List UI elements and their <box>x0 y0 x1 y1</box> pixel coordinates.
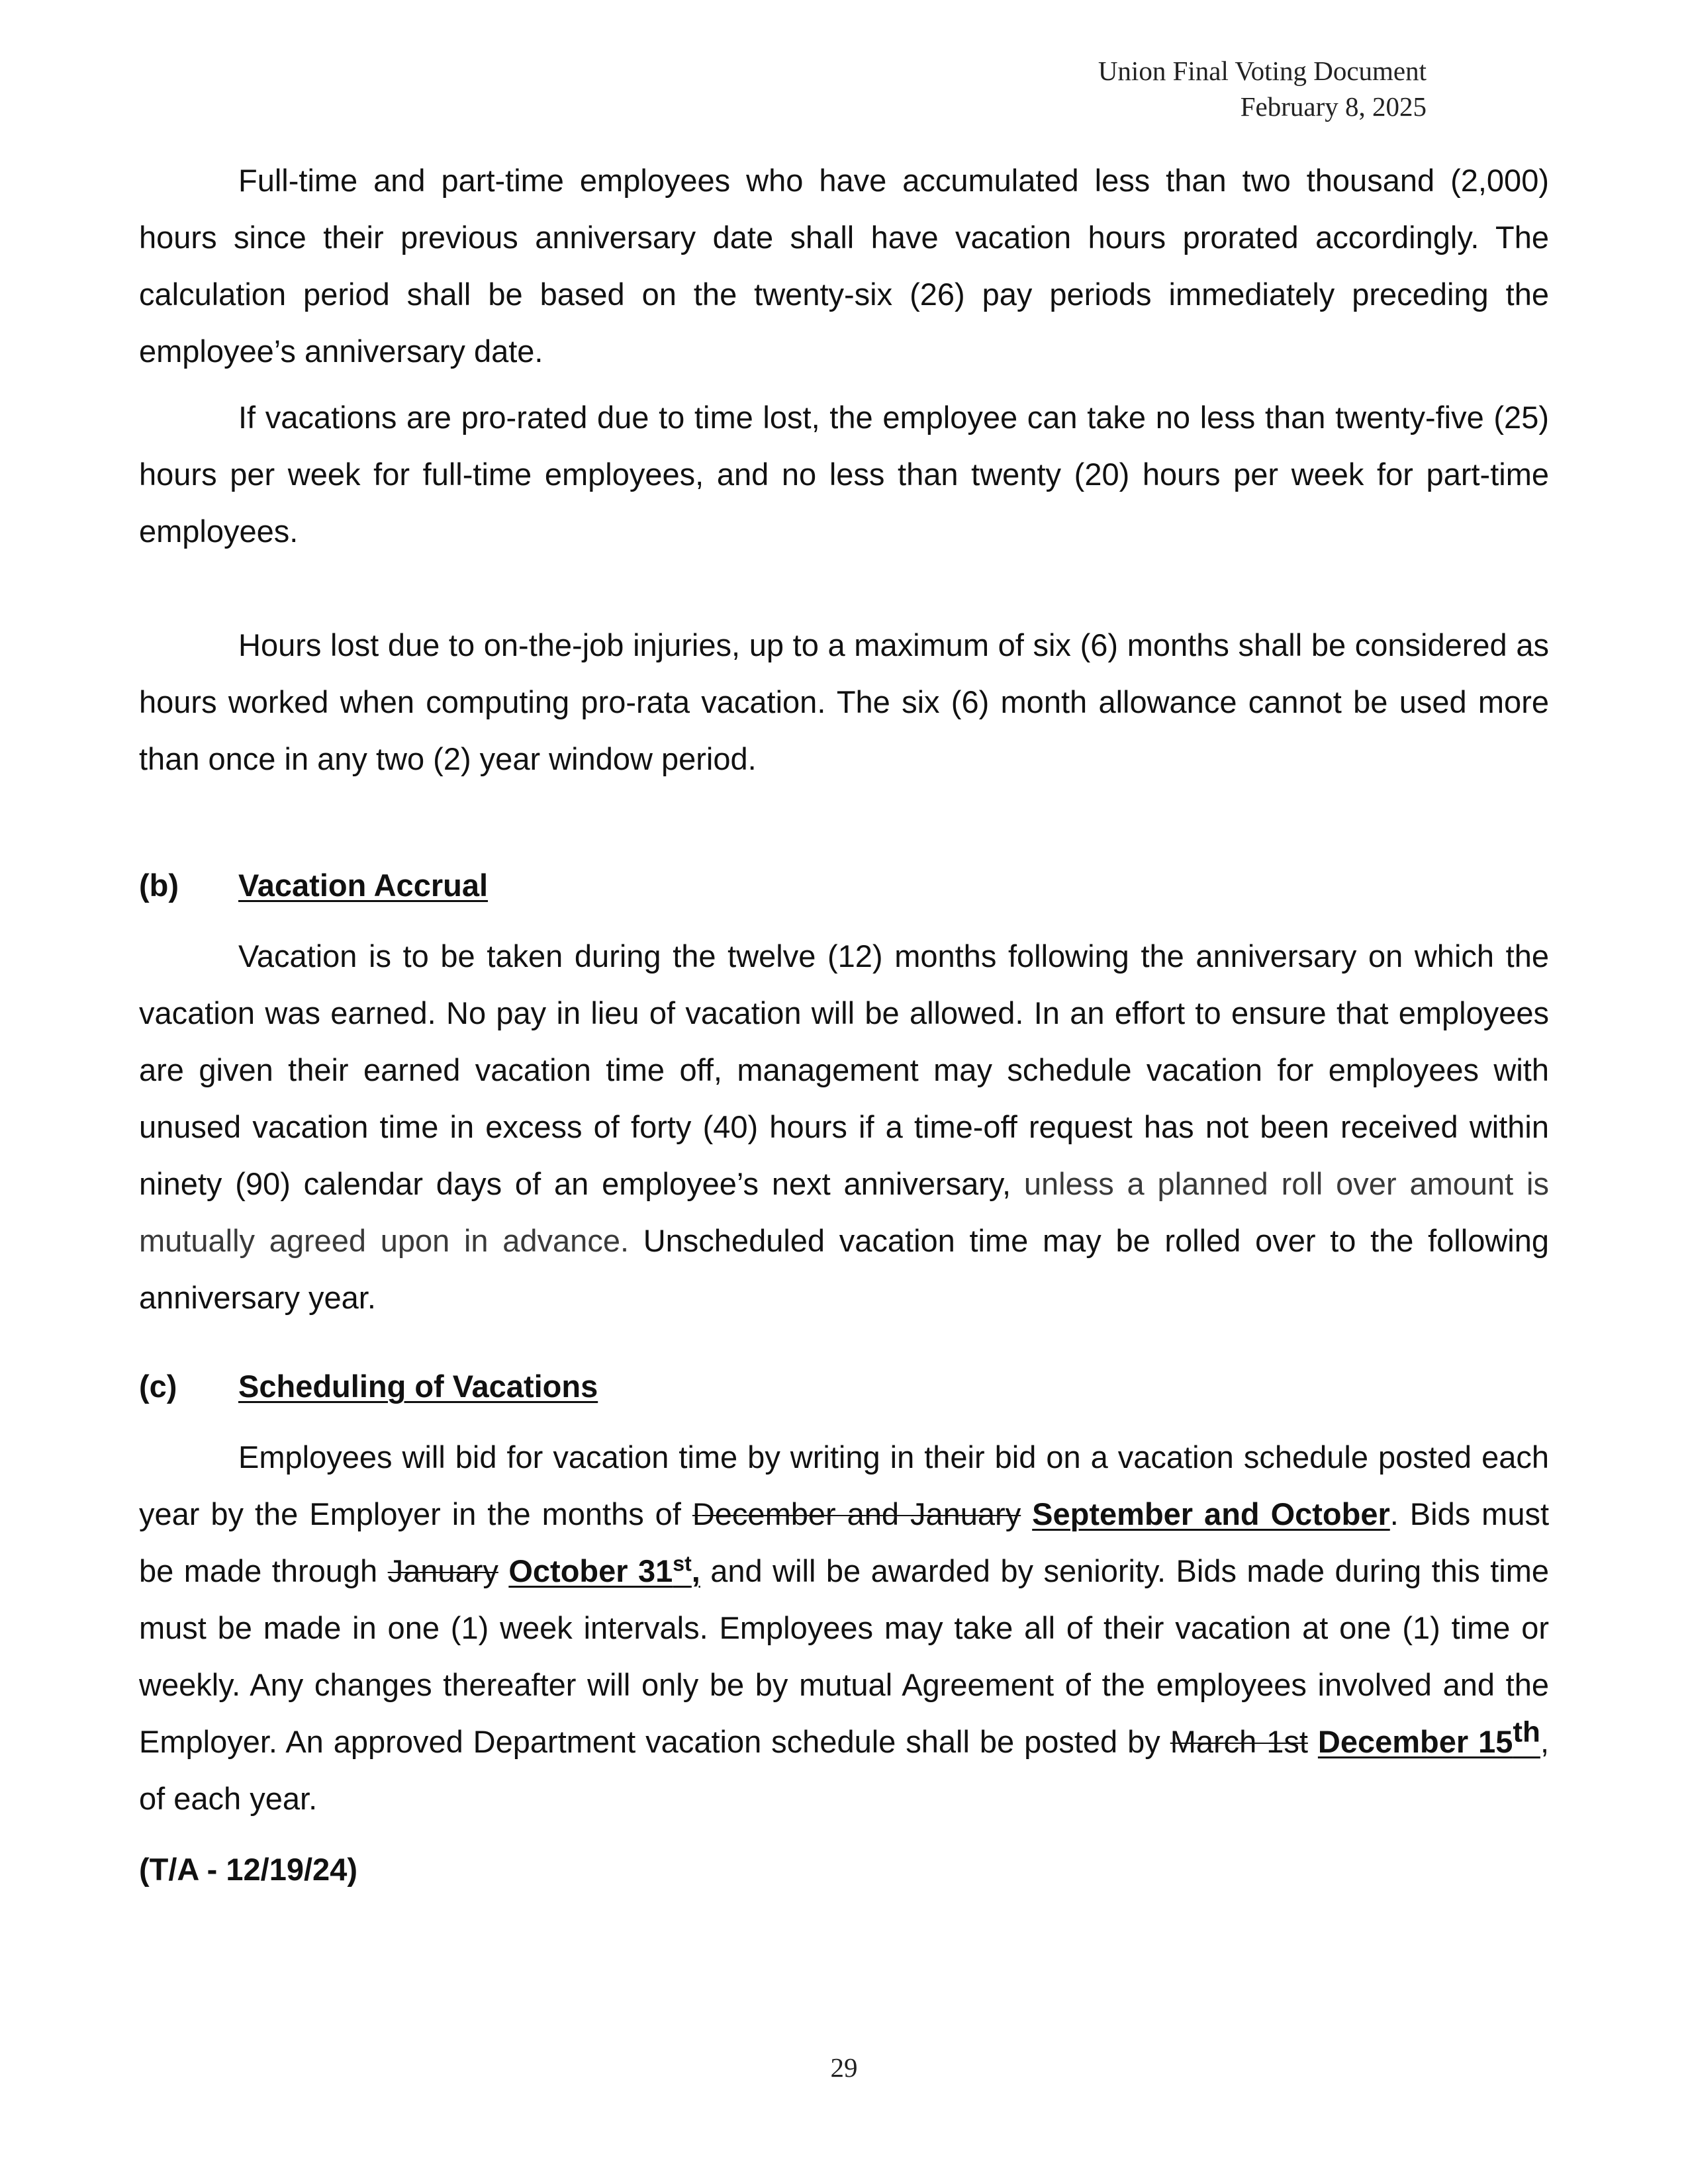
inserted-text-months: September and October <box>1032 1496 1390 1531</box>
section-b-heading <box>139 866 488 905</box>
section-b-text-3: Unscheduled vacation time may be rolled over to the following anniversary year. <box>139 1223 1549 1315</box>
section-c-text-3: and will be awarded by seniority. Bids made during this time must be made in one (1) week intervals. Employees may take all of their vacation at one (1) time or weekly. Any changes thereafter will only be by mutual Agreement of the employees involved and the Employer. An approved Department vacation schedule shall be posted by <box>139 1553 1549 1759</box>
section-b-text-1: Vacation is to be taken during the twelve (12) months following the anniversary on which the vacation was earned. No pay in lieu of vacation will be allowed. In an effort to ensure that employees are given their earned vacation time off, management may schedule vacation for employees with unused vacation time in excess of forty (40) hours if a time-off request has not been received within ninety (90) calendar days of an employee’s next anniversary, <box>139 938 1549 1201</box>
section-b-title: Vacation Accrual <box>238 868 489 903</box>
section-b-paragraph <box>139 928 1549 1326</box>
paragraph-prorated <box>139 152 1549 380</box>
section-b-body <box>139 928 1549 1326</box>
deleted-text-months: December and January <box>692 1496 1021 1531</box>
section-c-text-1: Employees will bid for vacation time by writing in their bid on a vacation schedule posted each year by the Employer in the months of <box>139 1439 1549 1531</box>
inserted-deadline-main: October 31 <box>508 1553 673 1588</box>
section-b-text-gray: unless a planned roll over amount is mutually agreed upon in advance. <box>139 1166 1549 1258</box>
header-date: February 8, 2025 <box>1240 91 1427 122</box>
inserted-deadline-suffix: st <box>673 1551 692 1576</box>
paragraph-time-lost <box>139 389 1549 560</box>
section-c-title: Scheduling of Vacations <box>238 1369 598 1404</box>
inserted-deadline-comma: , <box>691 1553 700 1588</box>
paragraph-injuries-text: Hours lost due to on-the-job injuries, up to a maximum of six (6) months shall be considered as hours worked when computing pro-rata vacation. The six (6) month allowance cannot be used more than once in any two (2) year window period. <box>139 627 1549 776</box>
section-c-paragraph <box>139 1429 1549 1827</box>
deleted-text-posting-date: March 1st <box>1170 1724 1308 1759</box>
inserted-posting-main: December 15 <box>1317 1724 1513 1759</box>
inserted-text-deadline <box>508 1553 700 1588</box>
deleted-text-deadline: January <box>387 1553 498 1588</box>
inserted-posting-suffix: th <box>1513 1715 1540 1749</box>
paragraph-injuries <box>139 617 1549 788</box>
section-c-heading <box>139 1367 598 1406</box>
paragraph-prorated-text: Full-time and part-time employees who have accumulated less than two thousand (2,000) hours since their previous anniversary date shall have vacation hours prorated accordingly. The calculation period shall be based on the twenty-six (26) pay periods immediately preceding the employee’s anniversary date. <box>139 163 1549 369</box>
section-c-text-4: , of each year. <box>139 1724 1549 1816</box>
document-header <box>1098 53 1427 124</box>
tentative-agreement-note: (T/A - 12/19/24) <box>139 1852 357 1887</box>
section-c-letter: (c) <box>139 1369 177 1404</box>
page-number: 29 <box>830 2052 858 2083</box>
inserted-text-posting-date <box>1317 1715 1540 1759</box>
section-c-text-2: . Bids must be made through <box>139 1496 1550 1588</box>
section-c-body <box>139 1429 1549 1827</box>
header-title: Union Final Voting Document <box>1098 56 1427 86</box>
paragraph-time-lost-text: If vacations are pro-rated due to time lost, the employee can take no less than twenty-five (25) hours per week for full-time employees, and no less than twenty (20) hours per week for part-time employees. <box>139 400 1549 549</box>
section-b-letter: (b) <box>139 868 179 903</box>
